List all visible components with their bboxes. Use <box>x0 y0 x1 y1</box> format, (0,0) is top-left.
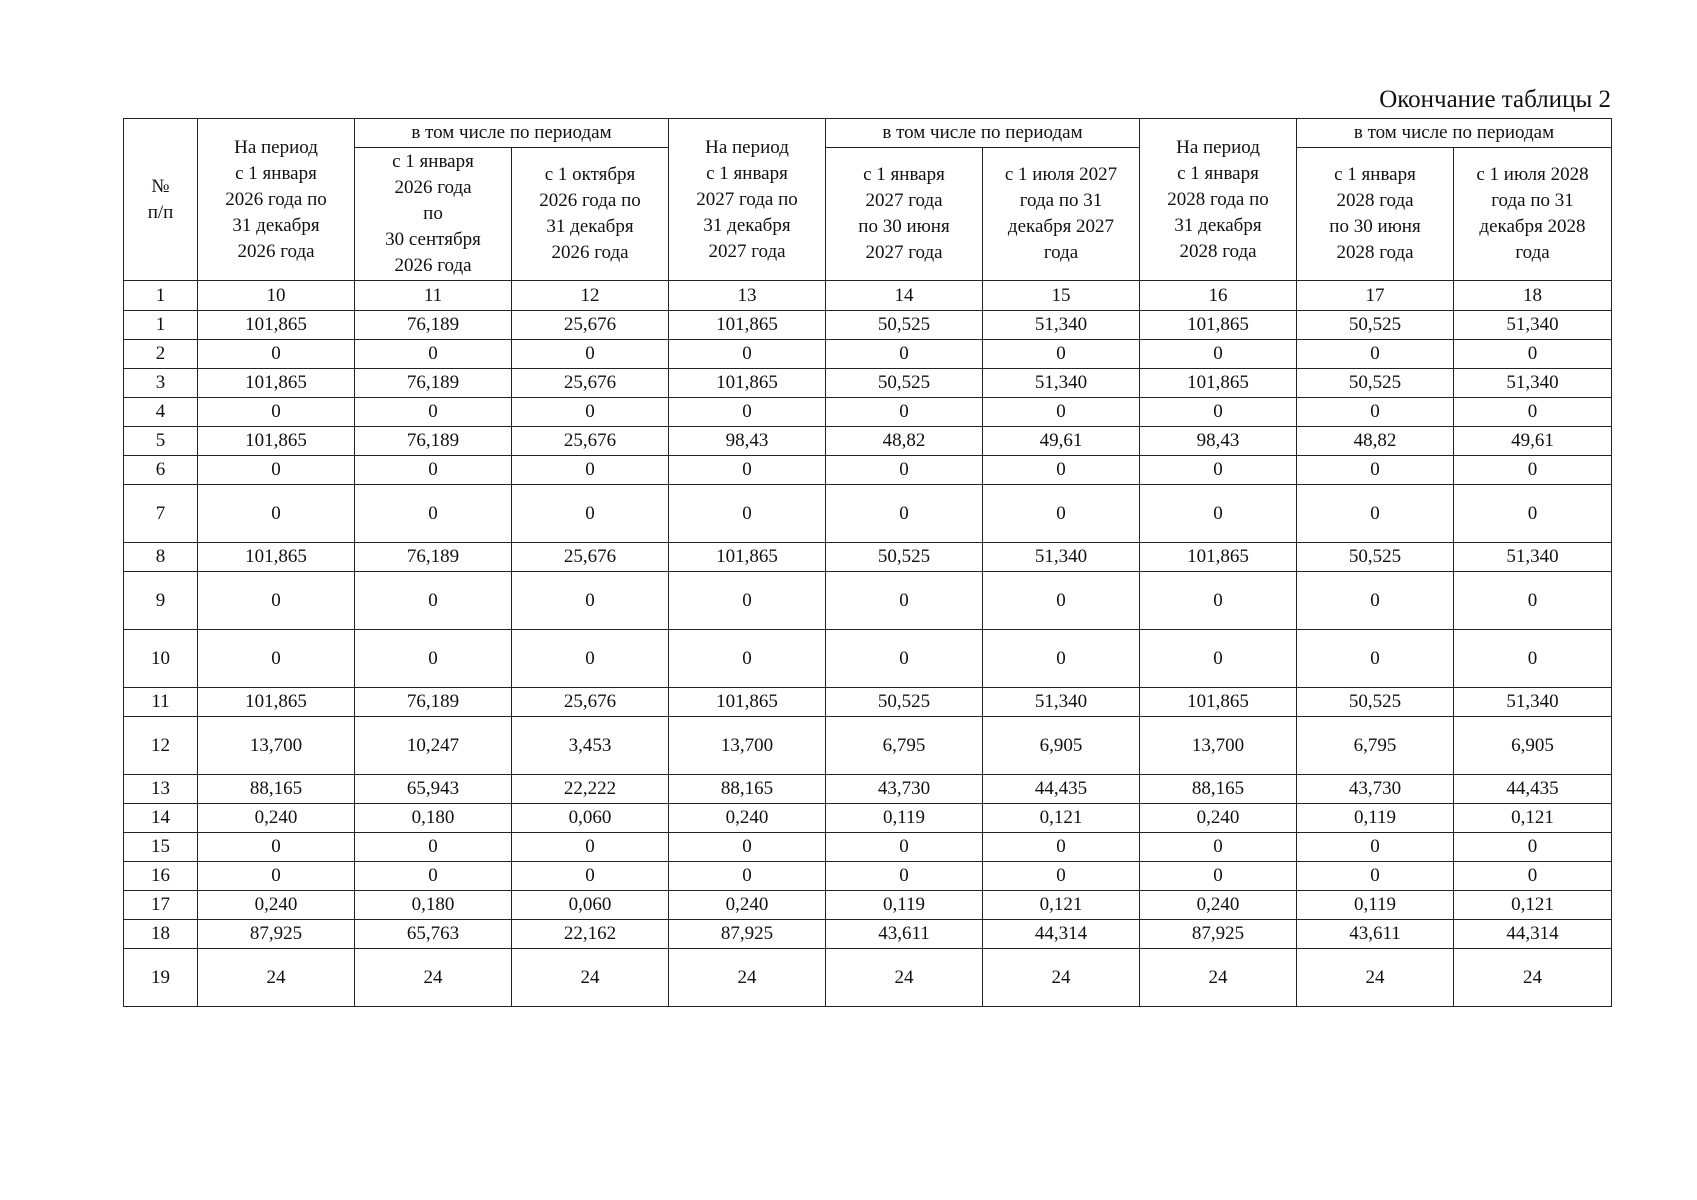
table-row <box>124 920 1612 949</box>
table-row <box>124 543 1612 572</box>
value-cell: 51,340 <box>983 688 1140 717</box>
value-cell: 0 <box>512 572 669 630</box>
value-cell: 50,525 <box>826 543 983 572</box>
value-cell: 0,240 <box>669 891 826 920</box>
value-cell: 0 <box>826 485 983 543</box>
header-group-2026: в том числе по периодам <box>355 119 669 148</box>
value-cell: 0,240 <box>1140 804 1297 833</box>
value-cell: 0 <box>512 340 669 369</box>
value-cell: 0 <box>512 862 669 891</box>
header-group-2028: в том числе по периодам <box>1297 119 1612 148</box>
value-cell: 13,700 <box>669 717 826 775</box>
value-cell: 0 <box>198 456 355 485</box>
row-number-cell: 12 <box>124 717 198 775</box>
value-cell: 0 <box>512 485 669 543</box>
value-cell: 0 <box>355 630 512 688</box>
value-cell: 22,162 <box>512 920 669 949</box>
value-cell: 25,676 <box>512 688 669 717</box>
value-cell: 10,247 <box>355 717 512 775</box>
value-cell: 50,525 <box>1297 311 1454 340</box>
table-body <box>124 311 1612 1007</box>
column-number: 10 <box>198 281 355 311</box>
value-cell: 101,865 <box>669 311 826 340</box>
value-cell: 50,525 <box>1297 369 1454 398</box>
value-cell: 0 <box>1140 398 1297 427</box>
header-period-2028-2: с 1 июля 2028 года по 31 декабря 2028 года <box>1454 148 1612 281</box>
value-cell: 88,165 <box>1140 775 1297 804</box>
value-cell: 0 <box>669 485 826 543</box>
value-cell: 0 <box>198 630 355 688</box>
header-period-2027-2: с 1 июля 2027 года по 31 декабря 2027 года <box>983 148 1140 281</box>
row-number-cell: 14 <box>124 804 198 833</box>
value-cell: 0 <box>826 572 983 630</box>
value-cell: 50,525 <box>1297 688 1454 717</box>
value-cell: 65,943 <box>355 775 512 804</box>
value-cell: 0 <box>669 340 826 369</box>
value-cell: 0 <box>983 398 1140 427</box>
value-cell: 48,82 <box>1297 427 1454 456</box>
value-cell: 50,525 <box>826 311 983 340</box>
value-cell: 0 <box>1140 340 1297 369</box>
value-cell: 0,119 <box>826 891 983 920</box>
value-cell: 44,314 <box>1454 920 1612 949</box>
header-total-2026: На период с 1 января 2026 года по 31 декабря 2026 года <box>198 119 355 281</box>
value-cell: 87,925 <box>198 920 355 949</box>
value-cell: 0 <box>198 340 355 369</box>
value-cell: 51,340 <box>983 369 1140 398</box>
value-cell: 44,314 <box>983 920 1140 949</box>
value-cell: 0 <box>1140 630 1297 688</box>
value-cell: 76,189 <box>355 427 512 456</box>
value-cell: 101,865 <box>1140 311 1297 340</box>
column-number: 18 <box>1454 281 1612 311</box>
value-cell: 0 <box>355 572 512 630</box>
value-cell: 0 <box>669 572 826 630</box>
value-cell: 0 <box>983 456 1140 485</box>
table-row <box>124 427 1612 456</box>
table-row <box>124 833 1612 862</box>
value-cell: 3,453 <box>512 717 669 775</box>
value-cell: 24 <box>198 949 355 1007</box>
value-cell: 0,121 <box>1454 804 1612 833</box>
value-cell: 0 <box>512 456 669 485</box>
value-cell: 0,060 <box>512 891 669 920</box>
value-cell: 0 <box>983 340 1140 369</box>
value-cell: 0 <box>826 862 983 891</box>
value-cell: 25,676 <box>512 427 669 456</box>
value-cell: 101,865 <box>669 369 826 398</box>
value-cell: 0 <box>1297 456 1454 485</box>
value-cell: 6,795 <box>1297 717 1454 775</box>
value-cell: 101,865 <box>198 311 355 340</box>
header-period-2028-1: с 1 января 2028 года по 30 июня 2028 года <box>1297 148 1454 281</box>
value-cell: 101,865 <box>198 688 355 717</box>
value-cell: 0 <box>826 340 983 369</box>
value-cell: 24 <box>669 949 826 1007</box>
row-number-cell: 9 <box>124 572 198 630</box>
column-number: 16 <box>1140 281 1297 311</box>
value-cell: 101,865 <box>198 369 355 398</box>
value-cell: 0 <box>1140 833 1297 862</box>
value-cell: 24 <box>355 949 512 1007</box>
value-cell: 50,525 <box>826 369 983 398</box>
row-number-cell: 13 <box>124 775 198 804</box>
value-cell: 0,119 <box>1297 891 1454 920</box>
value-cell: 24 <box>512 949 669 1007</box>
header-period-2027-1: с 1 января 2027 года по 30 июня 2027 года <box>826 148 983 281</box>
row-number-cell: 17 <box>124 891 198 920</box>
value-cell: 51,340 <box>983 543 1140 572</box>
row-number-cell: 8 <box>124 543 198 572</box>
value-cell: 0 <box>1140 572 1297 630</box>
table-row <box>124 630 1612 688</box>
value-cell: 0 <box>826 398 983 427</box>
value-cell: 98,43 <box>1140 427 1297 456</box>
value-cell: 0 <box>1140 485 1297 543</box>
table-row <box>124 891 1612 920</box>
value-cell: 0 <box>512 833 669 862</box>
value-cell: 0,119 <box>1297 804 1454 833</box>
value-cell: 0 <box>1140 862 1297 891</box>
value-cell: 25,676 <box>512 543 669 572</box>
column-number: 12 <box>512 281 669 311</box>
row-number-cell: 19 <box>124 949 198 1007</box>
value-cell: 98,43 <box>669 427 826 456</box>
value-cell: 0 <box>198 398 355 427</box>
value-cell: 24 <box>1454 949 1612 1007</box>
value-cell: 0 <box>355 485 512 543</box>
table-row <box>124 311 1612 340</box>
value-cell: 0 <box>1297 833 1454 862</box>
value-cell: 0 <box>512 398 669 427</box>
row-number-cell: 15 <box>124 833 198 862</box>
header-period-2026-2: с 1 октября 2026 года по 31 декабря 2026 года <box>512 148 669 281</box>
value-cell: 0 <box>1297 862 1454 891</box>
value-cell: 51,340 <box>983 311 1140 340</box>
value-cell: 0 <box>983 833 1140 862</box>
value-cell: 101,865 <box>198 543 355 572</box>
value-cell: 0 <box>198 485 355 543</box>
value-cell: 0,121 <box>983 891 1140 920</box>
value-cell: 0 <box>1140 456 1297 485</box>
table-row <box>124 775 1612 804</box>
column-number: 13 <box>669 281 826 311</box>
table-row <box>124 340 1612 369</box>
column-number: 1 <box>124 281 198 311</box>
table-row <box>124 485 1612 543</box>
value-cell: 0 <box>512 630 669 688</box>
value-cell: 76,189 <box>355 311 512 340</box>
data-table <box>123 118 1612 1007</box>
header-period-2026-1: с 1 января 2026 года по 30 сентября 2026 года <box>355 148 512 281</box>
value-cell: 0,060 <box>512 804 669 833</box>
value-cell: 24 <box>826 949 983 1007</box>
table-row <box>124 398 1612 427</box>
column-number: 15 <box>983 281 1140 311</box>
value-cell: 76,189 <box>355 543 512 572</box>
value-cell: 51,340 <box>1454 543 1612 572</box>
value-cell: 0 <box>1454 630 1612 688</box>
table-caption: Окончание таблицы 2 <box>1379 86 1611 113</box>
header-total-2027: На период с 1 января 2027 года по 31 декабря 2027 года <box>669 119 826 281</box>
value-cell: 44,435 <box>1454 775 1612 804</box>
header-row-number: № п/п <box>124 119 198 281</box>
column-number: 17 <box>1297 281 1454 311</box>
value-cell: 0,240 <box>198 804 355 833</box>
value-cell: 101,865 <box>1140 688 1297 717</box>
value-cell: 50,525 <box>826 688 983 717</box>
value-cell: 0,240 <box>669 804 826 833</box>
table-row <box>124 688 1612 717</box>
value-cell: 13,700 <box>198 717 355 775</box>
value-cell: 0 <box>826 456 983 485</box>
column-number: 11 <box>355 281 512 311</box>
row-number-cell: 2 <box>124 340 198 369</box>
value-cell: 22,222 <box>512 775 669 804</box>
row-number-cell: 11 <box>124 688 198 717</box>
value-cell: 0 <box>983 862 1140 891</box>
value-cell: 44,435 <box>983 775 1140 804</box>
value-cell: 24 <box>1140 949 1297 1007</box>
table-row <box>124 369 1612 398</box>
value-cell: 0 <box>1454 456 1612 485</box>
value-cell: 0,240 <box>1140 891 1297 920</box>
value-cell: 0 <box>1454 862 1612 891</box>
row-number-cell: 3 <box>124 369 198 398</box>
table-row <box>124 717 1612 775</box>
value-cell: 0 <box>983 572 1140 630</box>
value-cell: 101,865 <box>669 688 826 717</box>
value-cell: 65,763 <box>355 920 512 949</box>
value-cell: 0,121 <box>983 804 1140 833</box>
value-cell: 51,340 <box>1454 311 1612 340</box>
value-cell: 0,240 <box>198 891 355 920</box>
value-cell: 0,119 <box>826 804 983 833</box>
column-number-row <box>124 281 1612 311</box>
value-cell: 24 <box>1297 949 1454 1007</box>
value-cell: 0 <box>669 456 826 485</box>
value-cell: 0 <box>669 630 826 688</box>
value-cell: 0 <box>355 456 512 485</box>
value-cell: 101,865 <box>1140 543 1297 572</box>
value-cell: 88,165 <box>669 775 826 804</box>
value-cell: 49,61 <box>983 427 1140 456</box>
value-cell: 0 <box>198 833 355 862</box>
value-cell: 0 <box>1297 398 1454 427</box>
value-cell: 51,340 <box>1454 688 1612 717</box>
value-cell: 43,730 <box>1297 775 1454 804</box>
row-number-cell: 6 <box>124 456 198 485</box>
value-cell: 0 <box>1297 340 1454 369</box>
value-cell: 0 <box>983 485 1140 543</box>
value-cell: 88,165 <box>198 775 355 804</box>
value-cell: 43,730 <box>826 775 983 804</box>
row-number-cell: 10 <box>124 630 198 688</box>
value-cell: 24 <box>983 949 1140 1007</box>
header-group-2027: в том числе по периодам <box>826 119 1140 148</box>
value-cell: 49,61 <box>1454 427 1612 456</box>
value-cell: 0 <box>669 398 826 427</box>
column-number: 14 <box>826 281 983 311</box>
value-cell: 101,865 <box>198 427 355 456</box>
value-cell: 25,676 <box>512 369 669 398</box>
value-cell: 0 <box>355 833 512 862</box>
value-cell: 0 <box>669 833 826 862</box>
value-cell: 0,180 <box>355 804 512 833</box>
table-row <box>124 862 1612 891</box>
value-cell: 76,189 <box>355 369 512 398</box>
value-cell: 0,180 <box>355 891 512 920</box>
value-cell: 0,121 <box>1454 891 1612 920</box>
value-cell: 76,189 <box>355 688 512 717</box>
value-cell: 0 <box>355 398 512 427</box>
value-cell: 0 <box>1454 398 1612 427</box>
value-cell: 0 <box>355 862 512 891</box>
value-cell: 87,925 <box>1140 920 1297 949</box>
value-cell: 13,700 <box>1140 717 1297 775</box>
row-number-cell: 18 <box>124 920 198 949</box>
row-number-cell: 4 <box>124 398 198 427</box>
value-cell: 87,925 <box>669 920 826 949</box>
value-cell: 6,905 <box>983 717 1140 775</box>
value-cell: 0 <box>1297 630 1454 688</box>
value-cell: 0 <box>1297 485 1454 543</box>
value-cell: 48,82 <box>826 427 983 456</box>
value-cell: 0 <box>1454 485 1612 543</box>
row-number-cell: 7 <box>124 485 198 543</box>
value-cell: 43,611 <box>1297 920 1454 949</box>
value-cell: 0 <box>669 862 826 891</box>
value-cell: 6,795 <box>826 717 983 775</box>
value-cell: 101,865 <box>1140 369 1297 398</box>
value-cell: 0 <box>983 630 1140 688</box>
value-cell: 0 <box>198 572 355 630</box>
value-cell: 0 <box>1454 340 1612 369</box>
value-cell: 0 <box>198 862 355 891</box>
table-row <box>124 804 1612 833</box>
value-cell: 101,865 <box>669 543 826 572</box>
header-total-2028: На период с 1 января 2028 года по 31 декабря 2028 года <box>1140 119 1297 281</box>
value-cell: 25,676 <box>512 311 669 340</box>
row-number-cell: 1 <box>124 311 198 340</box>
table-row <box>124 456 1612 485</box>
value-cell: 0 <box>826 833 983 862</box>
row-number-cell: 16 <box>124 862 198 891</box>
value-cell: 43,611 <box>826 920 983 949</box>
value-cell: 50,525 <box>1297 543 1454 572</box>
table-row <box>124 572 1612 630</box>
value-cell: 0 <box>826 630 983 688</box>
value-cell: 0 <box>1297 572 1454 630</box>
value-cell: 0 <box>355 340 512 369</box>
value-cell: 0 <box>1454 833 1612 862</box>
value-cell: 0 <box>1454 572 1612 630</box>
value-cell: 51,340 <box>1454 369 1612 398</box>
value-cell: 6,905 <box>1454 717 1612 775</box>
table-row <box>124 949 1612 1007</box>
row-number-cell: 5 <box>124 427 198 456</box>
